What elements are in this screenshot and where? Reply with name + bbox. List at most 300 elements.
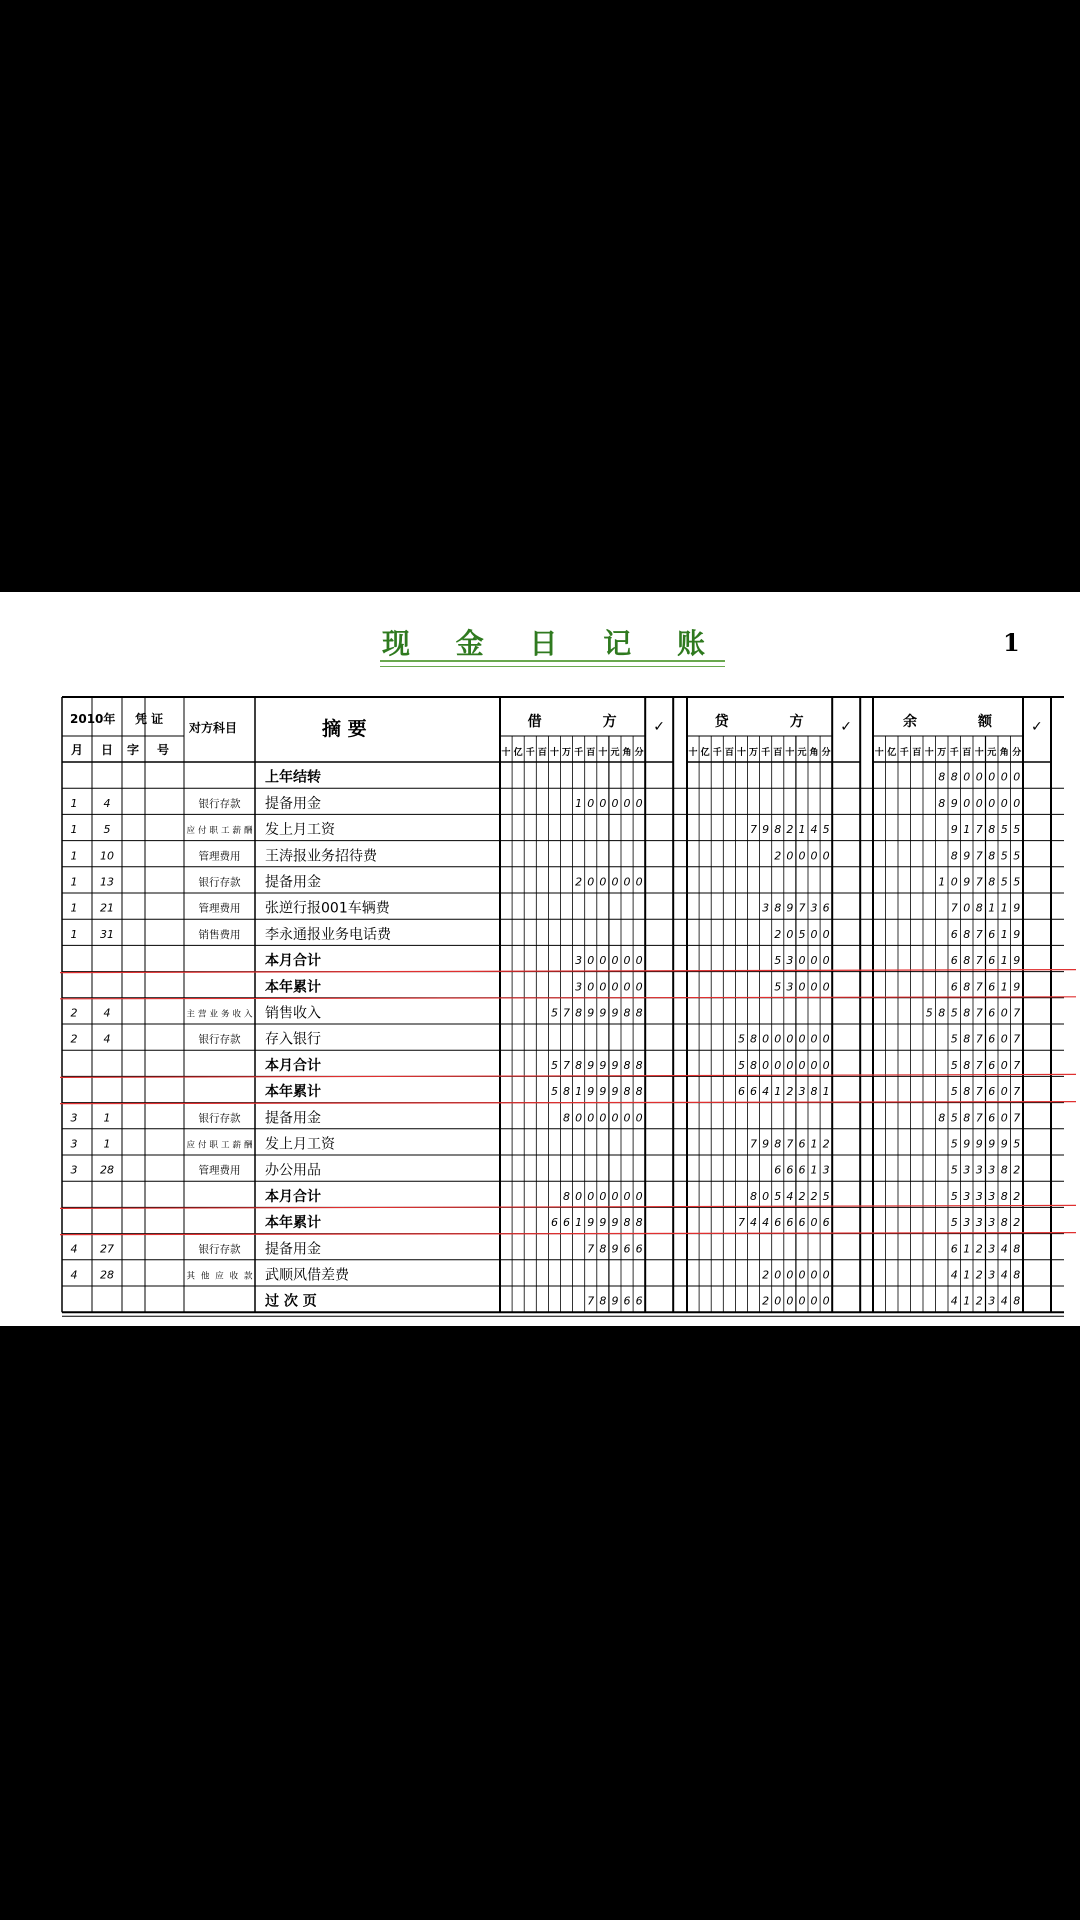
row-summary: 本月合计 (265, 1188, 321, 1205)
debit-digit: 0 (587, 954, 595, 968)
unit-label: 亿 (513, 748, 523, 758)
credit-digit: 2 (774, 927, 782, 941)
red-underline (60, 970, 1076, 973)
credit-digit: 3 (810, 901, 818, 915)
debit-check-mark: ✓ (653, 719, 665, 735)
credit-digit: 0 (774, 1294, 782, 1308)
balance-digit: 3 (963, 1216, 971, 1230)
credit-digit: 9 (762, 1137, 770, 1151)
balance-digit: 8 (963, 1006, 971, 1020)
debit-digit: 9 (611, 1058, 619, 1072)
balance-digit: 2 (1013, 1189, 1021, 1203)
debit-digit: 0 (623, 980, 631, 994)
row-day: 1 (103, 1111, 111, 1125)
row-account: 银行存款 (198, 876, 241, 889)
credit-digit: 2 (774, 849, 782, 863)
row-summary: 王涛报业务招待费 (265, 848, 377, 865)
table-row (265, 769, 1020, 786)
account-header: 对方科目 (189, 721, 238, 735)
credit-digit: 5 (774, 954, 782, 968)
unit-label: 百 (724, 748, 734, 758)
credit-digit: 8 (810, 1085, 818, 1099)
row-month: 4 (70, 1242, 78, 1256)
balance-digit: 2 (1013, 1163, 1021, 1177)
balance-digit: 8 (975, 901, 983, 915)
debit-digit: 0 (635, 980, 643, 994)
table-row (71, 1267, 1021, 1284)
debit-digit: 0 (611, 980, 619, 994)
credit-digit: 0 (786, 1268, 794, 1282)
credit-digit: 7 (798, 901, 806, 915)
unit-label: 十 (924, 748, 934, 758)
unit-label: 百 (962, 748, 972, 758)
debit-heading-suffix: 方 (602, 714, 617, 730)
credit-digit: 5 (737, 1058, 745, 1072)
credit-digit: 0 (762, 1032, 770, 1046)
credit-digit: 0 (762, 1189, 770, 1203)
debit-digit: 2 (575, 875, 583, 889)
balance-digit: 3 (975, 1189, 983, 1203)
balance-digit: 5 (1000, 875, 1008, 889)
credit-digit: 0 (810, 1058, 818, 1072)
credit-digit: 2 (762, 1268, 770, 1282)
balance-digit: 3 (988, 1294, 996, 1308)
credit-digit: 2 (822, 1137, 830, 1151)
balance-digit: 0 (963, 901, 971, 915)
balance-digit: 0 (963, 770, 971, 784)
row-account: 管理费用 (198, 850, 241, 863)
balance-digit: 5 (1013, 875, 1021, 889)
credit-digit: 8 (750, 1058, 758, 1072)
credit-digit: 3 (822, 1163, 830, 1177)
credit-digit: 8 (750, 1032, 758, 1046)
page-title: 现 金 日 记 账 (382, 627, 723, 660)
balance-digit: 3 (988, 1242, 996, 1256)
debit-digit: 6 (550, 1216, 558, 1230)
debit-digit: 7 (587, 1242, 595, 1256)
debit-digit: 0 (623, 1189, 631, 1203)
unit-label: 角 (999, 748, 1009, 758)
table-row (71, 1162, 1021, 1179)
balance-digit: 1 (938, 875, 946, 889)
balance-digit: 6 (950, 927, 958, 941)
table-row (71, 1137, 1021, 1153)
credit-digit: 0 (822, 954, 830, 968)
debit-digit: 5 (550, 1085, 558, 1099)
balance-digit: 8 (988, 823, 996, 837)
credit-digit: 4 (786, 1189, 794, 1203)
row-month: 1 (70, 796, 78, 810)
row-account: 银行存款 (198, 1033, 241, 1046)
debit-digit: 0 (599, 875, 607, 889)
credit-digit: 0 (798, 1058, 806, 1072)
row-account: 应付职工薪酬 (186, 826, 253, 837)
balance-digit: 0 (1000, 1032, 1008, 1046)
balance-digit: 9 (963, 849, 971, 863)
balance-digit: 7 (975, 823, 983, 837)
row-month: 3 (70, 1163, 78, 1177)
balance-digit: 3 (975, 1163, 983, 1177)
balance-digit: 6 (950, 1242, 958, 1256)
balance-digit: 8 (938, 1006, 946, 1020)
voucher-no-header: 号 (157, 743, 170, 757)
debit-digit: 8 (623, 1006, 631, 1020)
credit-digit: 5 (798, 927, 806, 941)
row-summary: 提备用金 (265, 1241, 321, 1258)
balance-digit: 9 (963, 875, 971, 889)
table-row (265, 1083, 1020, 1100)
unit-label: 万 (562, 748, 572, 758)
balance-digit: 2 (1013, 1216, 1021, 1230)
balance-digit: 9 (1013, 980, 1021, 994)
balance-digit: 6 (988, 1085, 996, 1099)
table-row (71, 926, 1021, 943)
credit-digit: 4 (810, 823, 818, 837)
year-header: 2010年 (70, 712, 116, 726)
unit-label: 分 (634, 748, 644, 758)
balance-digit: 0 (975, 796, 983, 810)
debit-digit: 0 (635, 954, 643, 968)
row-summary: 李永通报业务电话费 (265, 926, 391, 943)
balance-digit: 8 (950, 849, 958, 863)
balance-digit: 6 (950, 980, 958, 994)
balance-digit: 3 (988, 1163, 996, 1177)
balance-digit: 0 (1000, 1058, 1008, 1072)
balance-digit: 9 (1013, 901, 1021, 915)
debit-digit: 8 (635, 1058, 643, 1072)
credit-digit: 1 (810, 1137, 818, 1151)
balance-digit: 8 (950, 770, 958, 784)
credit-digit: 0 (810, 1032, 818, 1046)
debit-digit: 0 (611, 1189, 619, 1203)
balance-digit: 8 (1000, 1163, 1008, 1177)
credit-digit: 7 (750, 1137, 758, 1151)
unit-label: 千 (949, 748, 959, 758)
debit-digit: 0 (599, 1189, 607, 1203)
unit-label: 千 (761, 748, 771, 758)
debit-digit: 8 (635, 1006, 643, 1020)
table-row (71, 795, 1021, 812)
debit-digit: 8 (563, 1085, 571, 1099)
table-row (264, 1293, 1020, 1310)
row-summary: 本月合计 (265, 953, 321, 970)
balance-digit: 8 (938, 1111, 946, 1125)
credit-digit: 0 (810, 1294, 818, 1308)
unit-label: 元 (987, 748, 997, 758)
balance-digit: 5 (950, 1163, 958, 1177)
unit-label: 十 (598, 748, 608, 758)
debit-digit: 0 (587, 980, 595, 994)
balance-digit: 8 (1013, 1242, 1021, 1256)
row-day: 28 (100, 1163, 114, 1177)
row-summary: 提备用金 (265, 874, 321, 891)
debit-digit: 7 (563, 1058, 571, 1072)
table-row (71, 1240, 1021, 1257)
row-month: 4 (70, 1268, 78, 1282)
debit-digit: 0 (599, 980, 607, 994)
row-day: 4 (103, 796, 111, 810)
credit-check-mark: ✓ (840, 719, 852, 735)
debit-digit: 3 (575, 954, 583, 968)
debit-digit: 0 (587, 796, 595, 810)
debit-digit: 0 (611, 875, 619, 889)
credit-digit: 0 (798, 980, 806, 994)
credit-digit: 4 (750, 1216, 758, 1230)
credit-digit: 8 (774, 823, 782, 837)
credit-digit: 2 (762, 1294, 770, 1308)
balance-digit: 7 (975, 980, 983, 994)
debit-digit: 3 (575, 980, 583, 994)
balance-digit: 0 (1000, 796, 1008, 810)
unit-label: 十 (688, 748, 698, 758)
credit-digit: 0 (786, 1032, 794, 1046)
debit-digit: 8 (599, 1294, 607, 1308)
credit-digit: 7 (786, 1137, 794, 1151)
credit-digit: 0 (774, 1032, 782, 1046)
balance-digit: 7 (975, 1085, 983, 1099)
row-month: 1 (70, 849, 78, 863)
debit-digit: 7 (587, 1294, 595, 1308)
debit-digit: 0 (623, 1111, 631, 1125)
row-account: 主营业务收入 (186, 1009, 253, 1020)
balance-digit: 7 (975, 875, 983, 889)
credit-digit: 6 (737, 1085, 745, 1099)
credit-digit: 0 (810, 849, 818, 863)
debit-digit: 5 (550, 1006, 558, 1020)
table-row (71, 847, 1021, 864)
balance-digit: 1 (963, 1242, 971, 1256)
credit-digit: 5 (774, 1189, 782, 1203)
debit-digit: 9 (587, 1006, 595, 1020)
debit-digit: 0 (611, 1111, 619, 1125)
balance-digit: 8 (988, 849, 996, 863)
balance-digit: 3 (975, 1216, 983, 1230)
row-month: 2 (70, 1006, 78, 1020)
row-month: 1 (70, 927, 78, 941)
credit-digit: 7 (737, 1216, 745, 1230)
voucher-char-header: 字 (127, 743, 140, 757)
row-month: 1 (70, 901, 78, 915)
unit-label: 亿 (700, 748, 710, 758)
balance-digit: 3 (988, 1189, 996, 1203)
balance-digit: 9 (950, 823, 958, 837)
balance-digit: 1 (963, 823, 971, 837)
debit-digit: 8 (575, 1006, 583, 1020)
balance-heading: 余 (903, 714, 917, 730)
debit-digit: 1 (575, 1216, 583, 1230)
table-row (71, 900, 1021, 917)
debit-digit: 9 (611, 1216, 619, 1230)
debit-digit: 0 (623, 954, 631, 968)
credit-digit: 3 (798, 1085, 806, 1099)
unit-label: 百 (537, 748, 547, 758)
credit-digit: 1 (810, 1163, 818, 1177)
row-summary: 提备用金 (265, 795, 321, 812)
row-day: 13 (100, 875, 114, 889)
table-row (265, 952, 1020, 969)
balance-digit: 5 (950, 1085, 958, 1099)
credit-digit: 0 (786, 849, 794, 863)
balance-digit: 7 (1013, 1006, 1021, 1020)
row-account: 管理费用 (198, 1164, 241, 1177)
credit-digit: 0 (786, 1294, 794, 1308)
balance-digit: 8 (938, 770, 946, 784)
balance-digit: 4 (1000, 1242, 1008, 1256)
debit-digit: 9 (611, 1006, 619, 1020)
balance-digit: 2 (975, 1268, 983, 1282)
credit-digit: 6 (786, 1216, 794, 1230)
balance-digit: 8 (963, 980, 971, 994)
balance-digit: 7 (975, 1058, 983, 1072)
credit-digit: 8 (774, 901, 782, 915)
row-month: 1 (70, 875, 78, 889)
balance-digit: 4 (950, 1268, 958, 1282)
credit-digit: 5 (737, 1032, 745, 1046)
balance-digit: 7 (975, 927, 983, 941)
debit-digit: 8 (563, 1189, 571, 1203)
debit-digit: 9 (587, 1058, 595, 1072)
voucher-header: 凭 证 (135, 712, 164, 726)
row-summary: 存入银行 (265, 1031, 321, 1048)
credit-digit: 7 (750, 823, 758, 837)
balance-digit: 3 (988, 1268, 996, 1282)
credit-digit: 0 (822, 927, 830, 941)
unit-label: 分 (1012, 748, 1022, 758)
balance-digit: 9 (988, 1137, 996, 1151)
page-number: 1 (1003, 628, 1020, 657)
credit-digit: 3 (762, 901, 770, 915)
unit-label: 百 (773, 748, 783, 758)
balance-digit: 2 (975, 1294, 983, 1308)
balance-digit: 8 (988, 875, 996, 889)
balance-digit: 5 (950, 1216, 958, 1230)
credit-digit: 2 (810, 1189, 818, 1203)
debit-digit: 0 (635, 875, 643, 889)
credit-digit: 0 (798, 1294, 806, 1308)
balance-digit: 6 (988, 1006, 996, 1020)
debit-digit: 8 (563, 1111, 571, 1125)
table-row (71, 822, 1021, 838)
balance-digit: 8 (963, 954, 971, 968)
summary-header: 摘 要 (322, 718, 367, 740)
credit-digit: 3 (786, 980, 794, 994)
debit-digit: 9 (587, 1216, 595, 1230)
balance-digit: 7 (975, 849, 983, 863)
debit-digit: 0 (575, 1111, 583, 1125)
balance-digit: 3 (988, 1216, 996, 1230)
credit-digit: 0 (774, 1268, 782, 1282)
credit-digit: 0 (810, 927, 818, 941)
balance-digit: 6 (988, 1058, 996, 1072)
balance-digit: 1 (1000, 980, 1008, 994)
balance-digit: 0 (1013, 770, 1021, 784)
row-day: 4 (103, 1006, 111, 1020)
credit-digit: 0 (822, 980, 830, 994)
debit-digit: 8 (575, 1058, 583, 1072)
balance-digit: 0 (988, 770, 996, 784)
balance-digit: 7 (1013, 1032, 1021, 1046)
debit-digit: 0 (599, 1111, 607, 1125)
row-summary: 发上月工资 (265, 822, 335, 839)
credit-digit: 0 (810, 1268, 818, 1282)
row-summary: 本年累计 (265, 979, 321, 996)
debit-digit: 9 (587, 1085, 595, 1099)
unit-label: 十 (549, 748, 559, 758)
unit-label: 亿 (887, 748, 897, 758)
balance-digit: 0 (950, 875, 958, 889)
credit-digit: 0 (822, 1294, 830, 1308)
balance-digit: 6 (988, 1032, 996, 1046)
credit-digit: 0 (810, 1216, 818, 1230)
unit-label: 十 (736, 748, 746, 758)
balance-digit: 6 (950, 954, 958, 968)
day-header: 日 (101, 743, 114, 757)
balance-digit: 8 (963, 1032, 971, 1046)
credit-digit: 6 (798, 1163, 806, 1177)
debit-digit: 0 (575, 1189, 583, 1203)
balance-heading-suffix: 额 (978, 714, 992, 730)
table-row (71, 1005, 1021, 1022)
table-row (71, 1109, 1021, 1126)
balance-digit: 9 (1013, 954, 1021, 968)
debit-digit: 0 (611, 796, 619, 810)
debit-digit: 0 (587, 1189, 595, 1203)
balance-digit: 0 (1000, 1006, 1008, 1020)
credit-digit: 4 (762, 1216, 770, 1230)
credit-digit: 0 (822, 1032, 830, 1046)
credit-digit: 0 (798, 1268, 806, 1282)
row-month: 2 (70, 1032, 78, 1046)
debit-digit: 6 (623, 1242, 631, 1256)
balance-digit: 8 (1000, 1216, 1008, 1230)
credit-digit: 0 (810, 980, 818, 994)
unit-label: 万 (937, 748, 947, 758)
credit-digit: 6 (822, 1216, 830, 1230)
row-month: 1 (70, 823, 78, 837)
row-summary: 发上月工资 (265, 1136, 335, 1153)
debit-digit: 8 (623, 1216, 631, 1230)
balance-digit: 4 (1000, 1268, 1008, 1282)
debit-digit: 0 (611, 954, 619, 968)
balance-digit: 1 (1000, 927, 1008, 941)
credit-digit: 6 (774, 1216, 782, 1230)
credit-digit: 6 (798, 1216, 806, 1230)
month-header: 月 (71, 743, 84, 757)
credit-digit: 0 (810, 954, 818, 968)
row-summary: 过 次 页 (265, 1293, 317, 1310)
credit-digit: 6 (822, 901, 830, 915)
debit-digit: 0 (635, 1111, 643, 1125)
debit-digit: 6 (563, 1216, 571, 1230)
balance-digit: 6 (988, 980, 996, 994)
debit-digit: 0 (623, 796, 631, 810)
balance-digit: 5 (1013, 823, 1021, 837)
row-day: 21 (100, 901, 114, 915)
credit-digit: 9 (762, 823, 770, 837)
balance-digit: 0 (963, 796, 971, 810)
row-summary: 本月合计 (265, 1057, 321, 1074)
balance-digit: 7 (975, 1032, 983, 1046)
unit-label: 十 (874, 748, 884, 758)
balance-digit: 0 (1013, 796, 1021, 810)
balance-digit: 0 (975, 770, 983, 784)
balance-digit: 7 (1013, 1085, 1021, 1099)
unit-label: 千 (525, 748, 535, 758)
balance-digit: 1 (1000, 901, 1008, 915)
debit-digit: 9 (599, 1058, 607, 1072)
balance-digit: 7 (975, 1111, 983, 1125)
balance-digit: 4 (950, 1294, 958, 1308)
